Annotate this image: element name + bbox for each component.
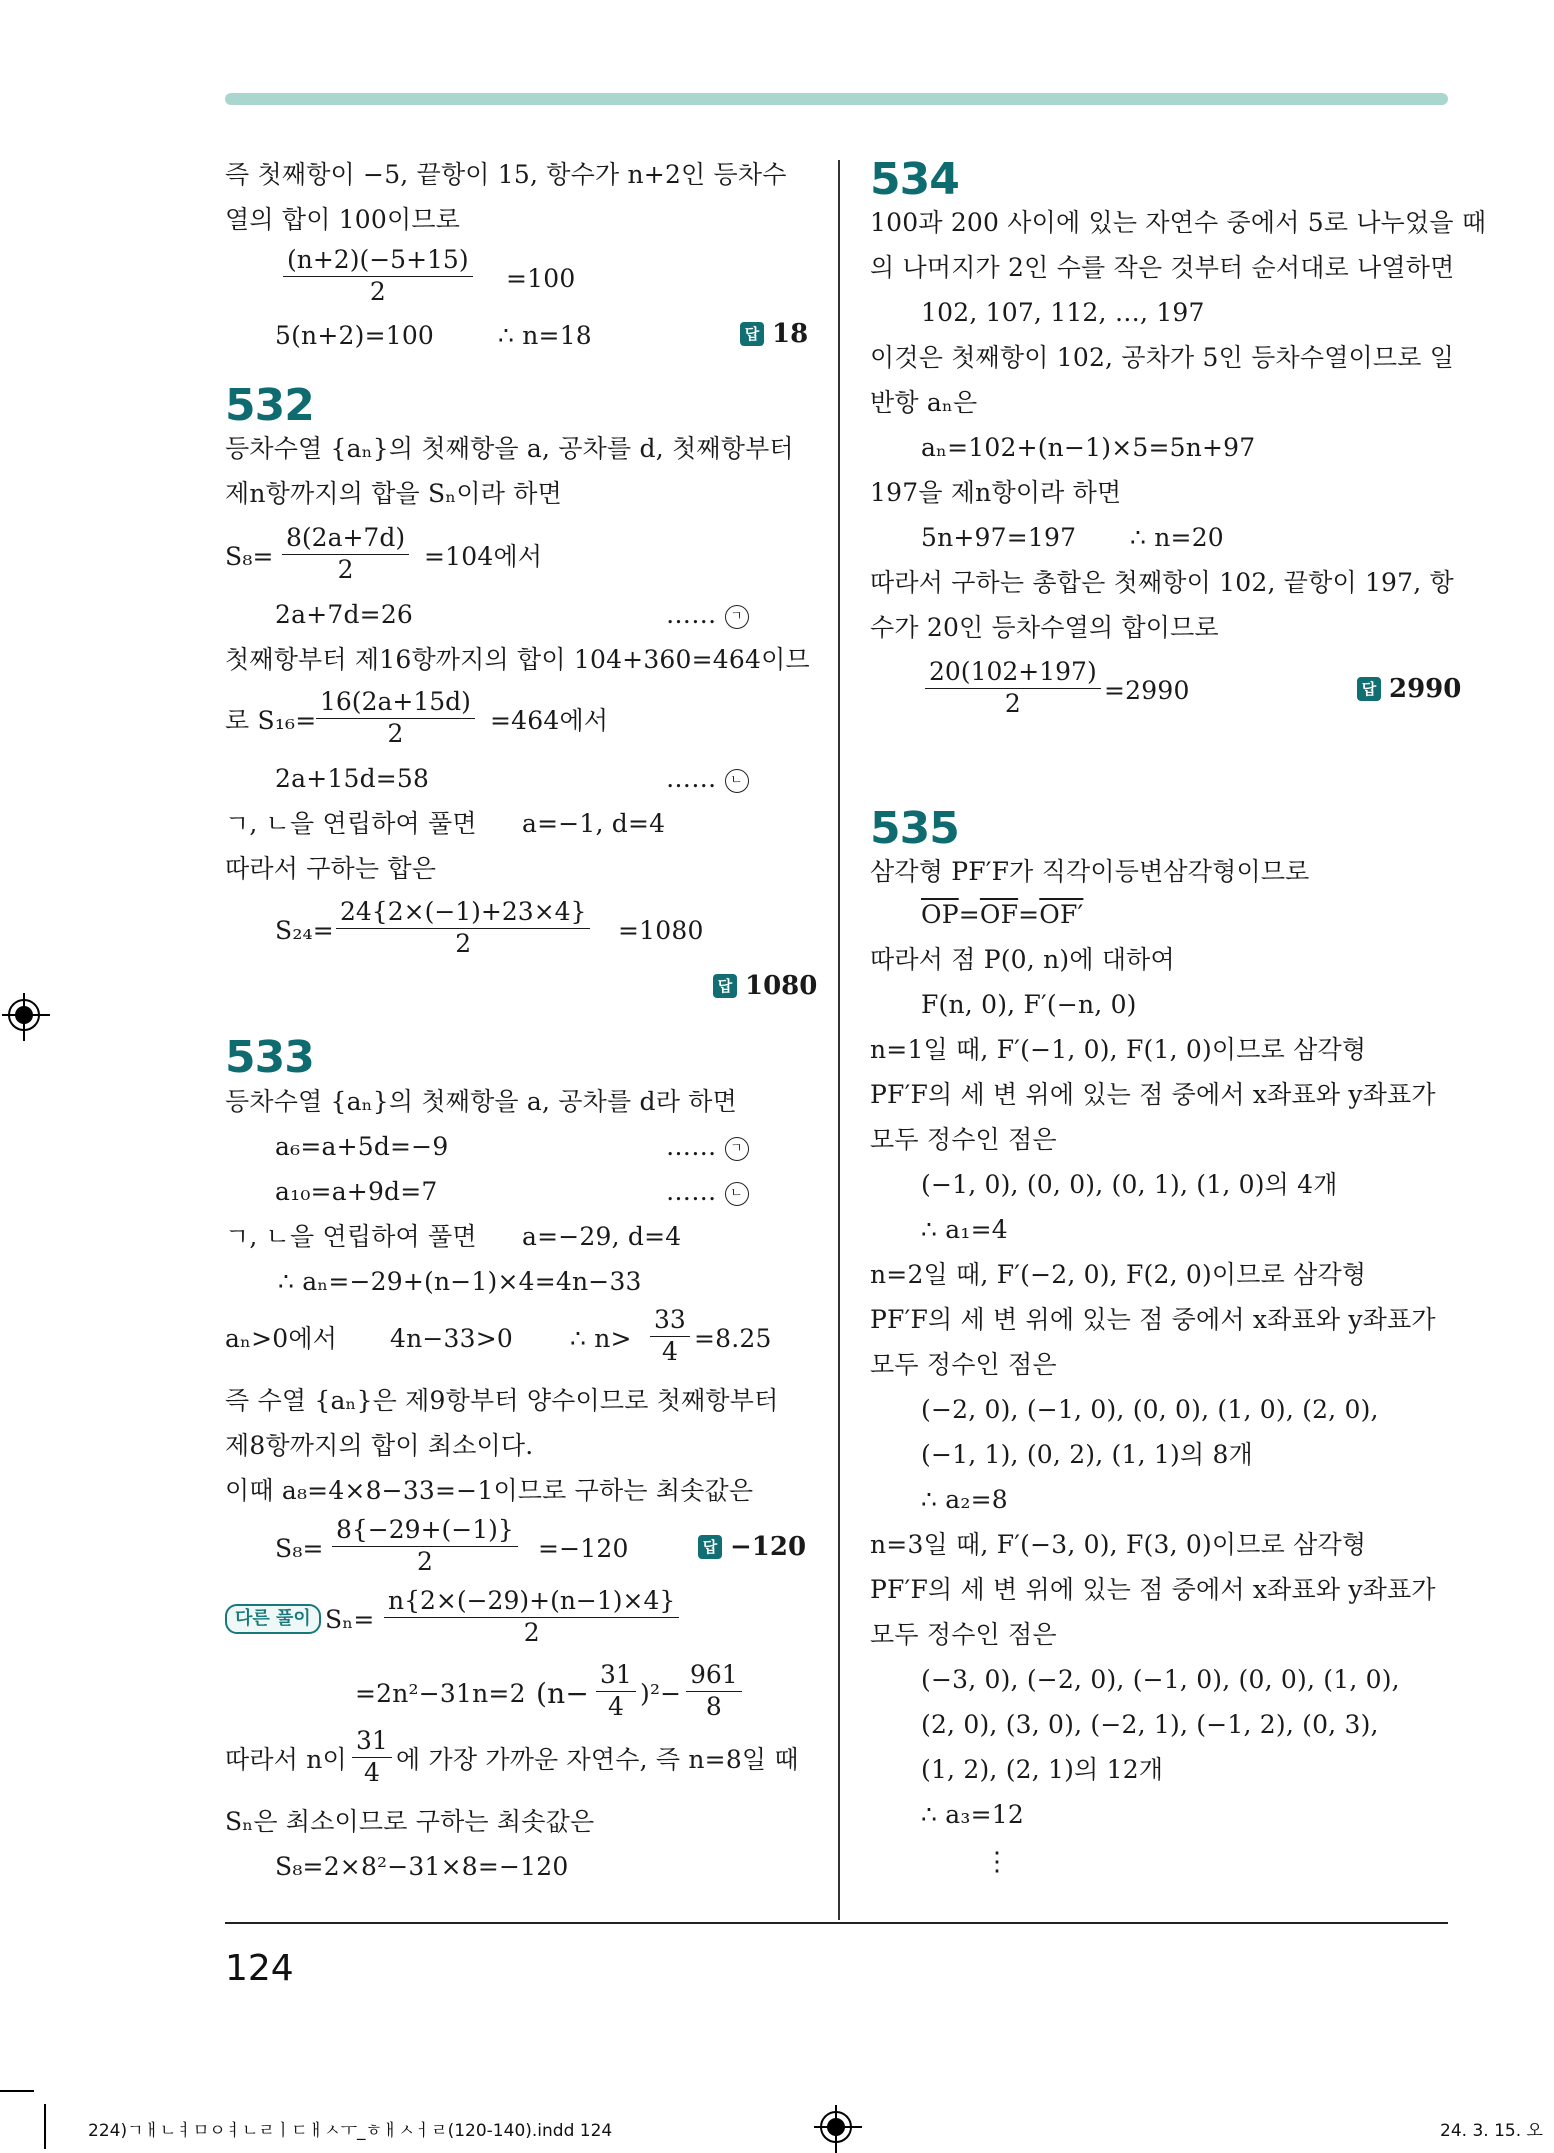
- text-line: 이것은 첫째항이 102, 공차가 5인 등차수열이므로 일: [870, 343, 1455, 372]
- sequence: 102, 107, 112, …, 197: [921, 298, 1205, 327]
- text-line: 이때 a₈=4×8−33=−1이므로 구하는 최솟값은: [225, 1476, 754, 1505]
- circled-label-icon: ㄴ: [725, 769, 749, 793]
- equation: 5n+97=197: [921, 523, 1077, 552]
- equation-rhs: =−120: [538, 1534, 629, 1563]
- text-line: ㄱ, ㄴ을 연립하여 풀면: [225, 1222, 477, 1251]
- registration-mark-icon: [820, 2111, 852, 2143]
- equation: ∴ a₃=12: [921, 1800, 1024, 1829]
- answer-18: 답 18: [740, 319, 808, 349]
- fraction: $\frac{8(2a+7d)}{2}$: [282, 522, 409, 585]
- text-line: 즉 첫째항이 −5, 끝항이 15, 항수가 n+2인 등차수: [225, 160, 787, 189]
- problem-number-535: 535: [870, 803, 959, 854]
- equation-rhs: =104에서: [424, 542, 543, 571]
- text-line: 즉 수열 {aₙ}은 제9항부터 양수이므로 첫째항부터: [225, 1386, 779, 1415]
- equation: 5(n+2)=100: [275, 321, 435, 350]
- segment-equality: $\overline{OP}=\overline{OF}=OF'$: [921, 900, 1084, 929]
- answer-badge-icon: 답: [1357, 677, 1381, 701]
- equation-label: …… ㄴ: [666, 762, 749, 796]
- equation-rhs: =464에서: [490, 706, 609, 735]
- equation-label: …… ㄴ: [666, 1175, 749, 1209]
- text-line: 등차수열 {aₙ}의 첫째항을 a, 공차를 d라 하면: [225, 1087, 737, 1116]
- equation: ∴ a₁=4: [921, 1215, 1008, 1244]
- equation: (n−: [536, 1677, 590, 1710]
- text-line: 제8항까지의 합이 최소이다.: [225, 1431, 534, 1460]
- equation: a=−29, d=4: [522, 1222, 682, 1251]
- point-list: (2, 0), (3, 0), (−2, 1), (−1, 2), (0, 3),: [921, 1710, 1379, 1739]
- text-line: 에 가장 가까운 자연수, 즉 n=8일 때: [396, 1745, 799, 1774]
- equation-lhs: Sₙ=: [325, 1605, 375, 1634]
- fraction: $\frac{31}{4}$: [352, 1725, 392, 1788]
- equation: 2a+15d=58: [275, 764, 430, 793]
- circled-label-icon: ㄴ: [725, 1182, 749, 1206]
- equation-lhs: S₈=: [275, 1534, 324, 1563]
- crop-mark: [0, 2090, 34, 2092]
- equation-rhs: =1080: [618, 916, 704, 945]
- text-line: 따라서 구하는 총합은 첫째항이 102, 끝항이 197, 항: [870, 568, 1454, 597]
- vertical-ellipsis: ⋮: [984, 1847, 1011, 1877]
- bottom-rule: [225, 1922, 1448, 1924]
- equation: a₁₀=a+9d=7: [275, 1177, 438, 1206]
- equation: a=−1, d=4: [522, 809, 666, 838]
- text-line: 따라서 구하는 합은: [225, 854, 437, 883]
- equation-label: …… ㄱ: [666, 1130, 749, 1164]
- text-line: n=1일 때, F′(−1, 0), F(1, 0)이므로 삼각형: [870, 1035, 1367, 1064]
- equation: ∴ n=20: [1130, 523, 1224, 552]
- answer-1080: 답 1080: [713, 971, 817, 1001]
- text-line: PF′F의 세 변 위에 있는 점 중에서 x좌표와 y좌표가: [870, 1575, 1436, 1604]
- fraction: $\frac{31}{4}$: [596, 1659, 636, 1722]
- equation: )²−: [640, 1679, 682, 1708]
- equation: ∴ n>: [570, 1324, 632, 1353]
- text-line: 제n항까지의 합을 Sₙ이라 하면: [225, 479, 562, 508]
- equation: aₙ=102+(n−1)×5=5n+97: [921, 433, 1256, 462]
- point-list: (−1, 1), (0, 2), (1, 1)의 8개: [921, 1440, 1253, 1469]
- text-line: 수가 20인 등차수열의 합이므로: [870, 613, 1219, 642]
- equation-label: …… ㄱ: [666, 598, 749, 632]
- equation: ∴ aₙ=−29+(n−1)×4=4n−33: [278, 1267, 642, 1296]
- text-line: PF′F의 세 변 위에 있는 점 중에서 x좌표와 y좌표가: [870, 1080, 1436, 1109]
- equation: 4n−33>0: [390, 1324, 514, 1353]
- equation-rhs: =2990: [1104, 676, 1190, 705]
- text-line: n=2일 때, F′(−2, 0), F(2, 0)이므로 삼각형: [870, 1260, 1367, 1289]
- fraction: $\frac{20(102+197)}{2}$: [925, 656, 1101, 719]
- equation-lhs: 로 S₁₆=: [225, 706, 317, 735]
- equation-rhs: =100: [506, 264, 576, 293]
- text-line: 197을 제n항이라 하면: [870, 478, 1122, 507]
- text-line: Sₙ은 최소이므로 구하는 최솟값은: [225, 1807, 595, 1836]
- alternative-solution-badge: 다른 풀이: [225, 1604, 321, 1634]
- text-line: 의 나머지가 2인 수를 작은 것부터 순서대로 나열하면: [870, 253, 1455, 282]
- equation: F(n, 0), F′(−n, 0): [921, 990, 1137, 1019]
- equation-lhs: S₂₄=: [275, 916, 334, 945]
- answer-badge-icon: 답: [740, 322, 764, 346]
- equation: S₈=2×8²−31×8=−120: [275, 1852, 569, 1881]
- point-list: (−2, 0), (−1, 0), (0, 0), (1, 0), (2, 0),: [921, 1395, 1379, 1424]
- page-number: 124: [225, 1948, 294, 1989]
- registration-mark-icon: [8, 999, 40, 1031]
- text-line: 따라서 n이: [225, 1745, 347, 1774]
- fraction: $\frac{n\{2\times(-29)+(n-1)\times 4\}}{2}$: [384, 1585, 679, 1648]
- text-line: 모두 정수인 점은: [870, 1620, 1057, 1649]
- point-list: (−3, 0), (−2, 0), (−1, 0), (0, 0), (1, 0),: [921, 1665, 1400, 1694]
- problem-number-533: 533: [225, 1032, 314, 1083]
- text-line: 등차수열 {aₙ}의 첫째항을 a, 공차를 d, 첫째항부터: [225, 434, 794, 463]
- text-line: 삼각형 PF′F가 직각이등변삼각형이므로: [870, 857, 1310, 886]
- text-line: 첫째항부터 제16항까지의 합이 104+360=464이므: [225, 645, 810, 674]
- text-line: aₙ>0에서: [225, 1324, 338, 1353]
- fraction: $\frac{33}{4}$: [650, 1304, 690, 1367]
- point-list: (−1, 0), (0, 0), (0, 1), (1, 0)의 4개: [921, 1170, 1338, 1199]
- equation: =2n²−31n=2: [355, 1679, 526, 1708]
- text-line: PF′F의 세 변 위에 있는 점 중에서 x좌표와 y좌표가: [870, 1305, 1436, 1334]
- point-list: (1, 2), (2, 1)의 12개: [921, 1755, 1164, 1784]
- text-line: n=3일 때, F′(−3, 0), F(3, 0)이므로 삼각형: [870, 1530, 1367, 1559]
- answer-badge-icon: 답: [713, 974, 737, 998]
- equation-lhs: S₈=: [225, 542, 274, 571]
- fraction: $\frac{16(2a+15d)}{2}$: [316, 686, 475, 749]
- equation: a₆=a+5d=−9: [275, 1132, 449, 1161]
- circled-label-icon: ㄱ: [725, 1137, 749, 1161]
- text-line: 반항 aₙ은: [870, 388, 978, 417]
- equation: =8.25: [694, 1324, 772, 1353]
- text-line: 모두 정수인 점은: [870, 1350, 1057, 1379]
- text-line: ㄱ, ㄴ을 연립하여 풀면: [225, 809, 477, 838]
- circled-label-icon: ㄱ: [725, 605, 749, 629]
- fraction: $\frac{961}{8}$: [686, 1659, 742, 1722]
- fraction: $\frac{8\{-29+(-1)\}}{2}$: [332, 1514, 518, 1577]
- text-line: 따라서 점 P(0, n)에 대하여: [870, 945, 1175, 974]
- answer-minus-120: 답 −120: [698, 1532, 806, 1562]
- crop-mark: [44, 2104, 46, 2149]
- equation: ∴ n=18: [498, 321, 592, 350]
- footer-filename: 224)ㄱㅐㄴㅕㅁㅇㅕㄴㄹㅣㄷㅐㅅㅜ_ㅎㅐㅅㅓㄹ(120-140).indd 124: [88, 2121, 613, 2141]
- fraction: $\frac{24\{2\times(-1)+23\times 4\}}{2}$: [336, 896, 590, 959]
- problem-number-534: 534: [870, 154, 959, 205]
- answer-badge-icon: 답: [698, 1535, 722, 1559]
- footer-date: 24. 3. 15. 오: [1440, 2121, 1543, 2141]
- problem-number-532: 532: [225, 380, 314, 431]
- column-divider: [838, 160, 840, 1920]
- fraction: $\frac{(n+2)(-5+15)}{2}$: [283, 244, 473, 307]
- answer-2990: 답 2990: [1357, 674, 1461, 704]
- header-accent-bar: [225, 93, 1448, 105]
- text-line: 열의 합이 100이므로: [225, 205, 461, 234]
- equation: ∴ a₂=8: [921, 1485, 1008, 1514]
- text-line: 모두 정수인 점은: [870, 1125, 1057, 1154]
- equation: 2a+7d=26: [275, 600, 414, 629]
- text-line: 100과 200 사이에 있는 자연수 중에서 5로 나누었을 때: [870, 208, 1487, 237]
